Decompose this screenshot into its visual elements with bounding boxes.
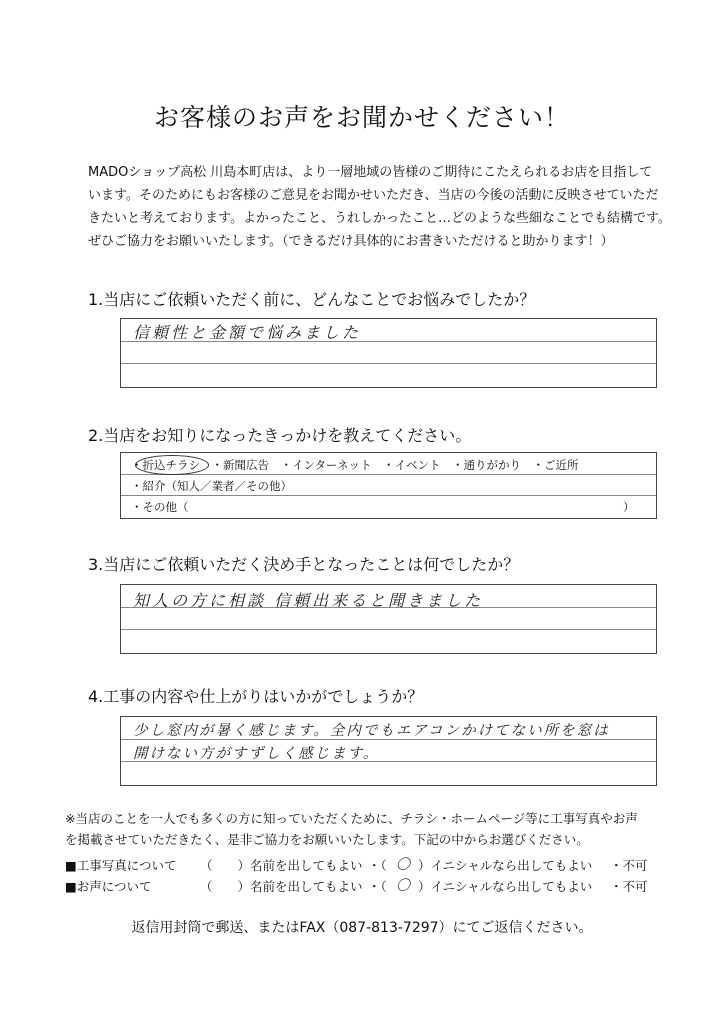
question-4-answer-box[interactable]: [120, 716, 657, 786]
selected-option-circle: [135, 455, 209, 475]
question-1-answer: 信頼性と金額で悩みました: [133, 323, 362, 342]
intro-line: ぜひご協力をお願いいたします。（できるだけ具体的にお書きいただけると助かります！）: [88, 234, 614, 249]
question-2-other-prefix: ・その他（: [131, 500, 189, 514]
page-title: お客様のお声をお聞かせください！: [153, 103, 570, 132]
question-4-answer-line: 開けない方がすずしく感じます。: [133, 746, 380, 762]
photo-initial-option-open: ・（: [368, 858, 387, 873]
intro-line: います。そのためにもお客様のご意見をお聞かせいただき、当店の今後の活動に反映させていただ: [88, 188, 659, 203]
intro-line: MADOショップ高松 川島本町店は、より一層地域の皆様のご期待にこたえられるお店を目指して: [88, 165, 653, 180]
voice-initial-mark[interactable]: 〇: [396, 878, 410, 894]
permission-note: [65, 808, 685, 850]
photo-permission-label: ■工事写真について: [65, 858, 177, 873]
question-3-answer-box[interactable]: [120, 584, 657, 654]
intro-line: きたいと考えております。よかったこと、うれしかったこと…どのような些細なことでも結構です。: [88, 211, 671, 226]
question-2-other-suffix: ）: [623, 500, 635, 514]
photo-initial-mark[interactable]: 〇: [396, 857, 410, 873]
photo-initial-option-close: ）イニシャルなら出してもよい: [418, 858, 593, 873]
question-1-label: 1.当店にご依頼いただく前に、どんなことでお悩みでしたか？: [88, 290, 536, 309]
question-1-answer-box[interactable]: [120, 318, 657, 388]
question-4-label: 4.工事の内容や仕上がりはいかがでしょうか？: [88, 687, 424, 706]
voice-refuse-option[interactable]: ・不可: [610, 879, 648, 894]
photo-refuse-option[interactable]: ・不可: [610, 858, 648, 873]
question-2-options-box[interactable]: [120, 452, 657, 519]
photo-name-option[interactable]: （ ）名前を出してもよい: [200, 858, 363, 873]
permission-note-line: ※当店のことを一人でも多くの方に知っていただくために、チラシ・ホームページ等に工事写真やお声: [65, 811, 638, 826]
voice-name-option[interactable]: （ ）名前を出してもよい: [200, 879, 363, 894]
question-2-options-row: ・折込チラシ ・新聞広告 ・インターネット ・イベント ・通りがかり ・ご近所: [131, 458, 579, 472]
voice-initial-option-open: ・（: [368, 879, 387, 894]
question-3-label: 3.当店にご依頼いただく決め手となったことは何でしたか？: [88, 555, 520, 574]
intro-text: [88, 161, 688, 253]
question-3-answer: 知人の方に相談 信頼出来ると聞きました: [133, 591, 484, 610]
question-2-label: 2.当店をお知りになったきっかけを教えてください。: [88, 426, 472, 445]
question-4-answer-line: 少し窓内が暑く感じます。全内でもエアコンかけてない所を窓は: [133, 723, 610, 739]
return-instructions: 返信用封筒で郵送、またはFAX（087-813-7297）にてご返信ください。: [131, 920, 593, 936]
permission-note-line: を掲載させていただきたく、是非ご協力をお願いいたします。下記の中からお選びください。: [65, 832, 589, 847]
question-2-options-row: ・紹介（知人／業者／その他）: [131, 479, 292, 493]
voice-permission-label: ■お声について: [65, 879, 152, 894]
voice-initial-option-close: ）イニシャルなら出してもよい: [418, 879, 593, 894]
